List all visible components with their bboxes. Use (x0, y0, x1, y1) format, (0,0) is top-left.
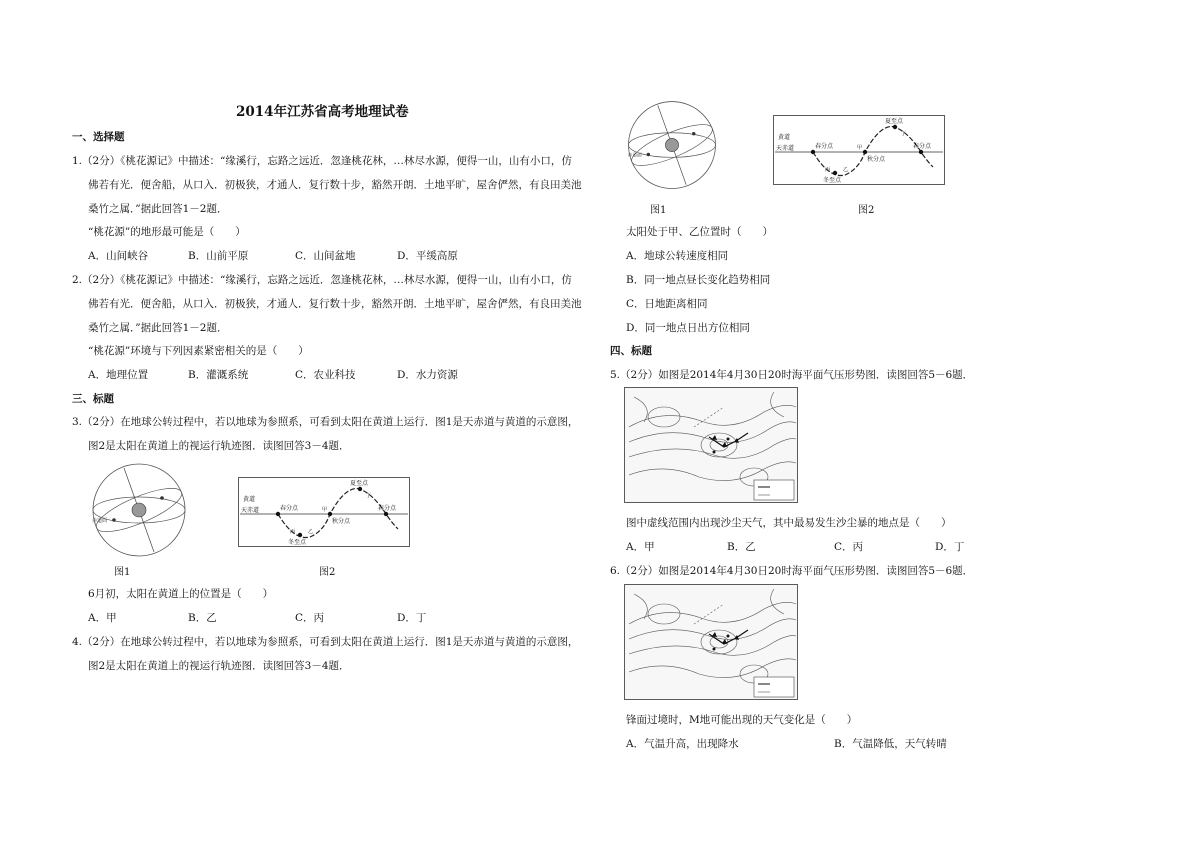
q3-option-d[interactable]: D．丁 (397, 612, 427, 624)
summer-solstice-label-right: 夏至点 (885, 118, 904, 125)
winter-solstice-label-right: 冬至点 (823, 177, 842, 184)
q5-stem: 图中虚线范围内出现沙尘天气，其中最易发生沙尘暴的地点是（ ） (626, 517, 952, 529)
q1-stem: “桃花源”的地形最可能是（ ） (88, 226, 246, 238)
q4-line-2: 图2是太阳在黄道上的视运行轨迹图．读图回答3－4题． (88, 660, 350, 672)
section-heading-1: 一、选择题 (72, 131, 125, 143)
celestial-sphere-figure-right (620, 94, 724, 198)
celestial-sphere-figure-left (84, 458, 194, 564)
pressure-map-figure-2 (624, 584, 798, 700)
celestial-equator-label-right: 天赤道 (776, 145, 795, 152)
q1-option-b[interactable]: B．山前平原 (188, 250, 249, 262)
q2-line-2: 佛若有光．便舍船，从口入．初极狭，才通人．复行数十步，豁然开朗．土地平旷，屋舍俨然，有良田美池 (88, 298, 582, 310)
vernal-equinox-label-2: 春分点 (378, 505, 397, 512)
section-heading-4: 四、标题 (610, 345, 652, 357)
page-title: 2014年江苏省高考地理试卷 (236, 104, 409, 120)
q4-stem: 太阳处于甲、乙位置时（ ） (626, 226, 773, 238)
q2-line-1: 2.（2分）《桃花源记》中描述：“缘溪行，忘路之远近．忽逢桃花林，…林尽水源，便得一山，山有小口，仿 (72, 274, 572, 286)
q2-option-c[interactable]: C．农业科技 (295, 369, 356, 381)
svg-text:赤道面: 赤道面 (627, 153, 642, 159)
svg-text:赤道面: 赤道面 (92, 518, 108, 524)
q4-line-1: 4.（2分）在地球公转过程中，若以地球为参照系，可看到太阳在黄道上运行．图1是天赤道与黄道的示意图， (72, 636, 579, 648)
q2-line-3: 桑竹之属．”据此回答1－2题． (88, 322, 228, 334)
q3-line-2: 图2是太阳在黄道上的视运行轨迹图．读图回答3－4题． (88, 440, 350, 452)
q3-option-b[interactable]: B．乙 (188, 612, 217, 624)
summer-solstice-label: 夏至点 (350, 480, 369, 487)
q5-line-1: 5.（2分）如图是2014年4月30日20时海平面气压形势图．读图回答5－6题． (610, 369, 974, 381)
celestial-equator-label: 天赤道 (241, 507, 260, 514)
ecliptic-label-right: 黄道 (778, 134, 791, 141)
q6-option-a[interactable]: A．气温升高，出现降水 (626, 738, 739, 750)
q5-option-c[interactable]: C．丙 (834, 541, 864, 553)
q5-option-d[interactable]: D．丁 (935, 541, 965, 553)
q4-option-d[interactable]: D．同一地点日出方位相同 (626, 322, 750, 334)
q6-option-b[interactable]: B．气温降低，天气转晴 (834, 738, 947, 750)
q3-option-a[interactable]: A．甲 (88, 612, 117, 624)
vernal-equinox-label: 春分点 (280, 505, 299, 512)
q4-option-c[interactable]: C．日地距离相同 (626, 298, 708, 310)
q1-option-d[interactable]: D．平缓高原 (397, 250, 458, 262)
q3-option-c[interactable]: C．丙 (295, 612, 325, 624)
point-jia: 甲 (322, 507, 328, 513)
q2-option-b[interactable]: B．灌溉系统 (188, 369, 249, 381)
q6-line-1: 6.（2分）如图是2014年4月30日20时海平面气压形势图．读图回答5－6题． (610, 565, 974, 577)
vernal-equinox-label-right-2: 春分点 (913, 143, 932, 150)
figure-2-caption-left: 图2 (319, 567, 336, 578)
point-bing-right: 丙 (825, 167, 831, 173)
q1-line-1: 1.（2分）《桃花源记》中描述：“缘溪行，忘路之远近．忽逢桃花林，…林尽水源，便得一山，山有小口，仿 (72, 155, 572, 167)
winter-solstice-label: 冬至点 (288, 539, 307, 546)
point-yi: 乙 (308, 529, 314, 535)
figure-1-caption-left: 图1 (114, 567, 131, 578)
q1-line-3: 桑竹之属．”据此回答1－2题． (88, 203, 228, 215)
autumn-equinox-label-right: 秋分点 (867, 156, 886, 163)
q5-option-a[interactable]: A．甲 (626, 541, 655, 553)
vernal-equinox-label-right: 春分点 (815, 143, 834, 150)
figure-2-caption-right: 图2 (858, 205, 875, 216)
ecliptic-track-figure-right (773, 115, 945, 185)
point-ding-right: 丁 (901, 131, 907, 137)
q6-stem: 锋面过境时，M地可能出现的天气变化是（ ） (626, 714, 858, 726)
point-yi-right: 乙 (843, 167, 849, 173)
q3-stem: 6月初，太阳在黄道上的位置是（ ） (88, 588, 274, 600)
ecliptic-label: 黄道 (243, 496, 256, 503)
section-heading-3: 三、标题 (72, 393, 114, 405)
pressure-map-figure-1 (624, 387, 798, 503)
point-jia-right: 甲 (857, 145, 863, 151)
ecliptic-track-figure-left (238, 477, 410, 547)
autumn-equinox-label: 秋分点 (332, 518, 351, 525)
q2-stem: “桃花源”环境与下列因素紧密相关的是（ ） (88, 345, 309, 357)
point-ding: 丁 (366, 493, 372, 499)
q1-line-2: 佛若有光．便舍船，从口入．初极狭，才通人．复行数十步，豁然开朗．土地平旷，屋舍俨然，有良田美池 (88, 179, 582, 191)
q4-option-a[interactable]: A．地球公转速度相同 (626, 250, 729, 262)
q2-option-d[interactable]: D．水力资源 (397, 369, 458, 381)
q5-option-b[interactable]: B．乙 (727, 541, 756, 553)
q2-option-a[interactable]: A．地理位置 (88, 369, 149, 381)
q1-option-a[interactable]: A．山间峡谷 (88, 250, 149, 262)
point-bing: 丙 (290, 529, 296, 535)
q1-option-c[interactable]: C．山间盆地 (295, 250, 356, 262)
figure-1-caption-right: 图1 (650, 205, 667, 216)
q3-line-1: 3.（2分）在地球公转过程中，若以地球为参照系，可看到太阳在黄道上运行．图1是天赤道与黄道的示意图， (72, 416, 579, 428)
q4-option-b[interactable]: B．同一地点昼长变化趋势相同 (626, 274, 771, 286)
